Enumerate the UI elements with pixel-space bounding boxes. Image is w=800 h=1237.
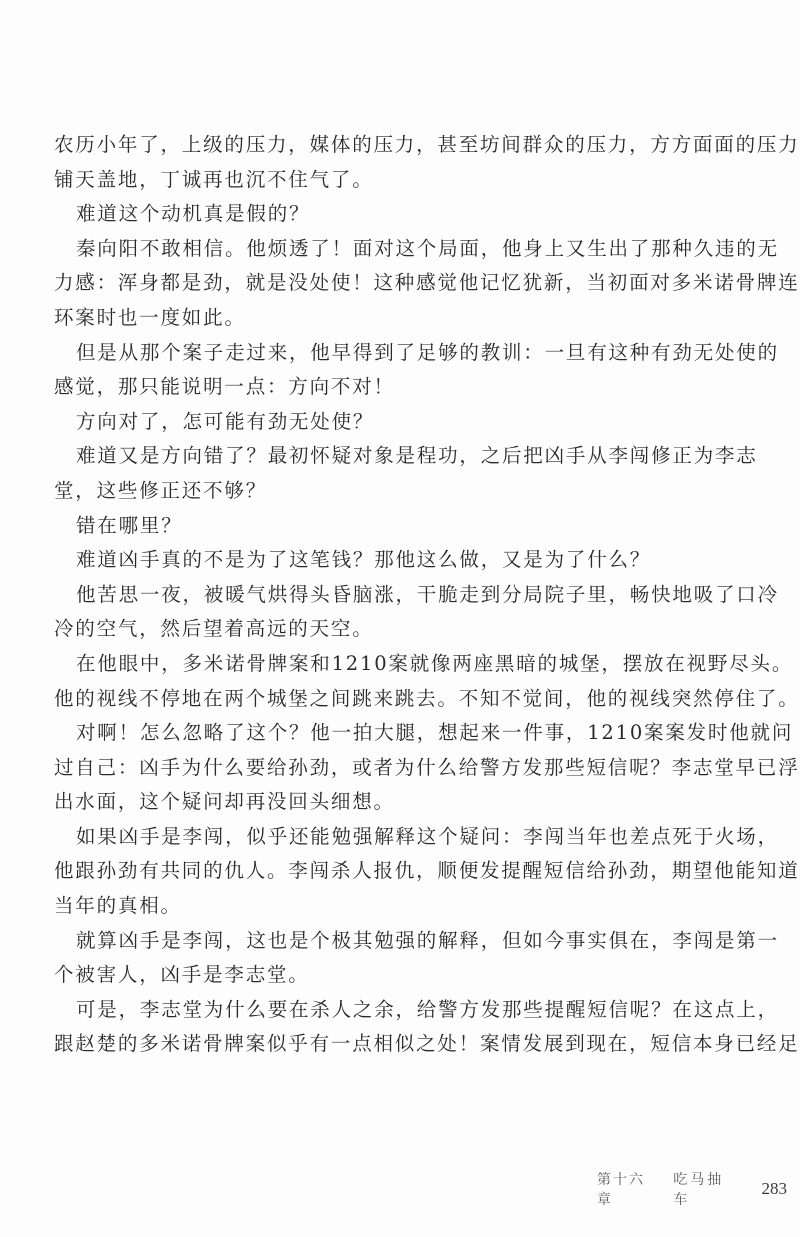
text-line: 就算凶手是李闯，这也是个极其勉强的解释，但如今事实俱在，李闯是第一: [76, 928, 779, 952]
paragraph: [54, 232, 800, 336]
paragraph: [54, 543, 732, 578]
paragraph: [54, 820, 800, 924]
body-text: [54, 128, 800, 1062]
text-line: 力感：浑身都是劲，就是没处使！这种感觉他记忆犹新，当初面对多米诺骨牌连: [54, 271, 800, 295]
text-line: 环案时也一度如此。: [54, 305, 246, 329]
text-line: 铺天盖地，丁诚再也沉不住气了。: [54, 167, 374, 191]
text-line: 他的视线不停地在两个城堡之间跳来跳去。不知不觉间，他的视线突然停住了。: [54, 686, 800, 710]
paragraph: [54, 578, 779, 647]
text-line: 对啊！怎么忽略了这个？他一拍大腿，想起来一件事，1210案案发时他就问: [76, 721, 794, 745]
chapter-title: 吃马抽车: [673, 1172, 725, 1208]
text-line: 秦向阳不敢相信。他烦透了！面对这个局面，他身上又生出了那种久违的无: [76, 236, 779, 260]
paragraph: [54, 336, 779, 405]
text-line: 堂，这些修正还不够？: [54, 478, 268, 502]
paragraph: [54, 128, 800, 197]
paragraph: [54, 405, 732, 440]
text-line: 但是从那个案子走过来，他早得到了足够的教训：一旦有这种有劲无处使的: [76, 340, 779, 364]
text-line: 个被害人，凶手是李志堂。: [54, 963, 310, 987]
text-line: 跟赵楚的多米诺骨牌案似乎有一点相似之处！案情发展到现在，短信本身已经足: [54, 1032, 800, 1056]
page-number: 283: [761, 1179, 787, 1198]
paragraph: [54, 647, 800, 716]
text-line: 当年的真相。: [54, 894, 182, 918]
text-line: 他跟孙劲有共同的仇人。李闯杀人报仇，顺便发提醒短信给孙劲，期望他能知道: [54, 859, 800, 883]
text-line: 出水面，这个疑问却再没回头细想。: [54, 790, 395, 814]
text-line: 感觉，那只能说明一点：方向不对！: [54, 375, 395, 399]
page-footer: [597, 1172, 787, 1208]
text-line: 过自己：凶手为什么要给孙劲，或者为什么给警方发那些短信呢？李志堂早已浮: [54, 755, 800, 779]
paragraph: [54, 439, 758, 508]
text-line: 错在哪里？: [76, 513, 183, 537]
paragraph: [54, 993, 800, 1062]
chapter-number: 第十六章: [597, 1172, 645, 1208]
text-line: 他苦思一夜，被暖气烘得头昏脑涨，干脆走到分局院子里，畅快地吸了口冷: [76, 582, 779, 606]
text-line: 难道这个动机真是假的？: [76, 202, 311, 226]
text-line: 难道凶手真的不是为了这笔钱？那他这么做，又是为了什么？: [76, 548, 652, 572]
text-line: 农历小年了，上级的压力，媒体的压力，甚至坊间群众的压力，方方面面的压力: [54, 133, 800, 156]
paragraph: [54, 197, 732, 232]
text-line: 在他眼中，多米诺骨牌案和1210案就像两座黑暗的城堡，摆放在视野尽头。: [76, 651, 794, 675]
text-line: 难道又是方向错了？最初怀疑对象是程功，之后把凶手从李闯修正为李志: [76, 444, 758, 468]
text-line: 可是，李志堂为什么要在杀人之余，给警方发那些提醒短信呢？在这点上，: [76, 997, 779, 1021]
paragraph: [54, 509, 732, 544]
paragraph: [54, 924, 779, 993]
paragraph: [54, 716, 800, 820]
text-line: 如果凶手是李闯，似乎还能勉强解释这个疑问：李闯当年也差点死于火场，: [76, 824, 779, 848]
text-line: 冷的空气，然后望着高远的天空。: [54, 617, 374, 641]
text-line: 方向对了，怎可能有劲无处使？: [76, 409, 375, 433]
